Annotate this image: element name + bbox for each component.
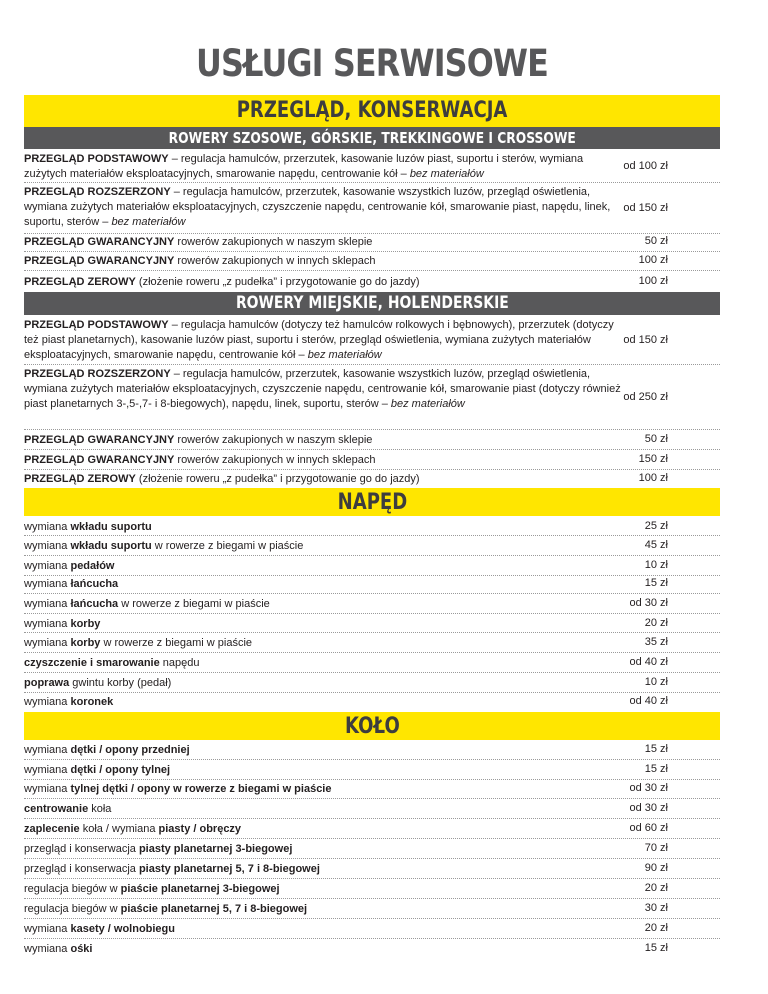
page-title: USŁUGI SERWISOWE — [195, 42, 549, 85]
price: 15 zł — [644, 743, 668, 755]
price: 20 zł — [644, 922, 668, 934]
service-row — [24, 939, 720, 959]
subsection-heading-road: ROWERY SZOSOWE, GÓRSKIE, TREKKINGOWE I CROSSOWE — [24, 127, 720, 149]
service-row — [24, 271, 720, 292]
service-row — [24, 839, 720, 859]
price: 15 zł — [644, 763, 668, 775]
service-row — [24, 633, 720, 653]
service-description: PRZEGLĄD ZEROWY (złożenie roweru „z pudełka” i przygotowanie go do jazdy) — [24, 276, 420, 288]
service-description: wymiana dętki / opony przedniej — [24, 744, 190, 756]
price: 100 zł — [638, 275, 668, 287]
service-row — [24, 614, 720, 633]
price: od 150 zł — [623, 334, 668, 346]
service-description: przegląd i konserwacja piasty planetarnej 5, 7 i 8-biegowej — [24, 863, 320, 875]
service-row — [24, 556, 720, 576]
service-row — [24, 151, 720, 183]
service-description: przegląd i konserwacja piasty planetarnej 3-biegowej — [24, 843, 293, 855]
price: od 30 zł — [629, 782, 668, 794]
service-description: PRZEGLĄD GWARANCYJNY rowerów zakupionych w innych sklepach — [24, 454, 376, 466]
price: od 100 zł — [623, 160, 668, 172]
service-description: PRZEGLĄD GWARANCYJNY rowerów zakupionych w naszym sklepie — [24, 236, 373, 248]
price: 70 zł — [644, 842, 668, 854]
price: od 40 zł — [629, 656, 668, 668]
service-row — [24, 740, 720, 760]
service-row — [24, 899, 720, 919]
service-description: PRZEGLĄD ROZSZERZONY – regulacja hamulców, przerzutek, kasowanie wszystkich luzów, przegląd oświetlenia, wymiana zużytych materiałów eksploatacyjnych, czyszczenie napędu, centrowanie kół, smarowanie piast, napędu, linek, suportu, sterów – bez materiałów — [24, 186, 611, 228]
service-row — [24, 819, 720, 839]
service-row — [24, 693, 720, 712]
service-row — [24, 879, 720, 899]
service-description: wymiana wkładu suportu — [24, 521, 152, 533]
service-description: PRZEGLĄD GWARANCYJNY rowerów zakupionych w innych sklepach — [24, 255, 376, 267]
service-row — [24, 183, 720, 234]
service-description: czyszczenie i smarowanie napędu — [24, 657, 200, 669]
service-row — [24, 470, 720, 488]
price: 20 zł — [644, 882, 668, 894]
service-row — [24, 365, 720, 430]
service-description: zaplecenie koła / wymiana piasty / obręczy — [24, 823, 242, 835]
price: 90 zł — [644, 862, 668, 874]
service-description: PRZEGLĄD PODSTAWOWY – regulacja hamulców, przerzutek, kasowanie luzów piast, suportu i sterów, wymiana zużytych materiałów eksploatacyjnych, smarowanie napędu, centrowanie kół – bez materiałów — [24, 153, 584, 180]
price: 30 zł — [644, 902, 668, 914]
section-heading-kolo: KOŁO — [24, 712, 720, 740]
service-description: PRZEGLĄD ZEROWY (złożenie roweru „z pudełka” i przygotowanie go do jazdy) — [24, 473, 420, 485]
service-row — [24, 317, 720, 365]
price: 35 zł — [644, 636, 668, 648]
price: 10 zł — [644, 559, 668, 571]
price: 20 zł — [644, 617, 668, 629]
service-description: wymiana ośki — [24, 943, 93, 955]
service-description: wymiana łańcucha — [24, 578, 119, 590]
price: 15 zł — [644, 577, 668, 589]
price: od 40 zł — [629, 695, 668, 707]
service-row — [24, 594, 720, 614]
service-description: PRZEGLĄD PODSTAWOWY – regulacja hamulców (dotyczy też hamulców rolkowych i bębnowych), przerzutek (dotyczy też piast planetarnych), kasowanie luzów piast, suportu i sterów, przegląd oświetlenia, wymiana zużytych materiałów eksploatacyjnych, smarowanie napędu, centrowanie kół – bez materiałów — [24, 319, 614, 361]
service-row — [24, 859, 720, 879]
subsection-heading-city: ROWERY MIEJSKIE, HOLENDERSKIE — [24, 292, 720, 315]
service-row — [24, 576, 720, 594]
price: od 250 zł — [623, 391, 668, 403]
service-description: wymiana łańcucha w rowerze z biegami w piaście — [24, 598, 270, 610]
price: 150 zł — [638, 453, 668, 465]
service-description: centrowanie koła — [24, 803, 112, 815]
price: 100 zł — [638, 472, 668, 484]
service-description: PRZEGLĄD ROZSZERZONY – regulacja hamulców, przerzutek, kasowanie wszystkich luzów, przegląd oświetlenia, wymiana zużytych materiałów eksploatacyjnych, czyszczenie napędu, centrowanie kół, smarowanie piast (dotyczy również piast planetarnych 3-,5-,7- i 8-biegowych), napędu, linek, suportu, sterów – bez materiałów — [24, 368, 621, 410]
service-description: wymiana tylnej dętki / opony w rowerze z biegami w piaście — [24, 783, 332, 795]
service-description: wymiana pedałów — [24, 560, 115, 572]
service-description: PRZEGLĄD GWARANCYJNY rowerów zakupionych w naszym sklepie — [24, 434, 373, 446]
service-description: wymiana koronek — [24, 696, 114, 708]
service-description: wymiana wkładu suportu w rowerze z biegami w piaście — [24, 540, 304, 552]
service-row — [24, 450, 720, 470]
service-description: poprawa gwintu korby (pedał) — [24, 677, 172, 689]
service-description: wymiana dętki / opony tylnej — [24, 764, 171, 776]
service-row — [24, 919, 720, 939]
service-description: regulacja biegów w piaście planetarnej 3-biegowej — [24, 883, 280, 895]
price: 50 zł — [644, 433, 668, 445]
price: 100 zł — [638, 254, 668, 266]
price: od 60 zł — [629, 822, 668, 834]
section-heading-naped: NAPĘD — [24, 488, 720, 516]
service-row — [24, 780, 720, 799]
price: 10 zł — [644, 676, 668, 688]
service-row — [24, 516, 720, 536]
service-description: wymiana kasety / wolnobiegu — [24, 923, 175, 935]
service-description: wymiana korby — [24, 618, 101, 630]
price: 45 zł — [644, 539, 668, 551]
service-row — [24, 799, 720, 819]
service-description: wymiana korby w rowerze z biegami w piaście — [24, 637, 253, 649]
price: 50 zł — [644, 235, 668, 247]
service-row — [24, 234, 720, 252]
section-heading-przeglad: PRZEGLĄD, KONSERWACJA — [24, 95, 720, 127]
service-description: regulacja biegów w piaście planetarnej 5, 7 i 8-biegowej — [24, 903, 308, 915]
service-row — [24, 760, 720, 780]
price: 15 zł — [644, 942, 668, 954]
price: od 150 zł — [623, 202, 668, 214]
service-row — [24, 673, 720, 693]
price: od 30 zł — [629, 802, 668, 814]
service-row — [24, 653, 720, 673]
price: 25 zł — [644, 520, 668, 532]
price: od 30 zł — [629, 597, 668, 609]
service-row — [24, 430, 720, 450]
service-row — [24, 252, 720, 271]
service-row — [24, 536, 720, 556]
